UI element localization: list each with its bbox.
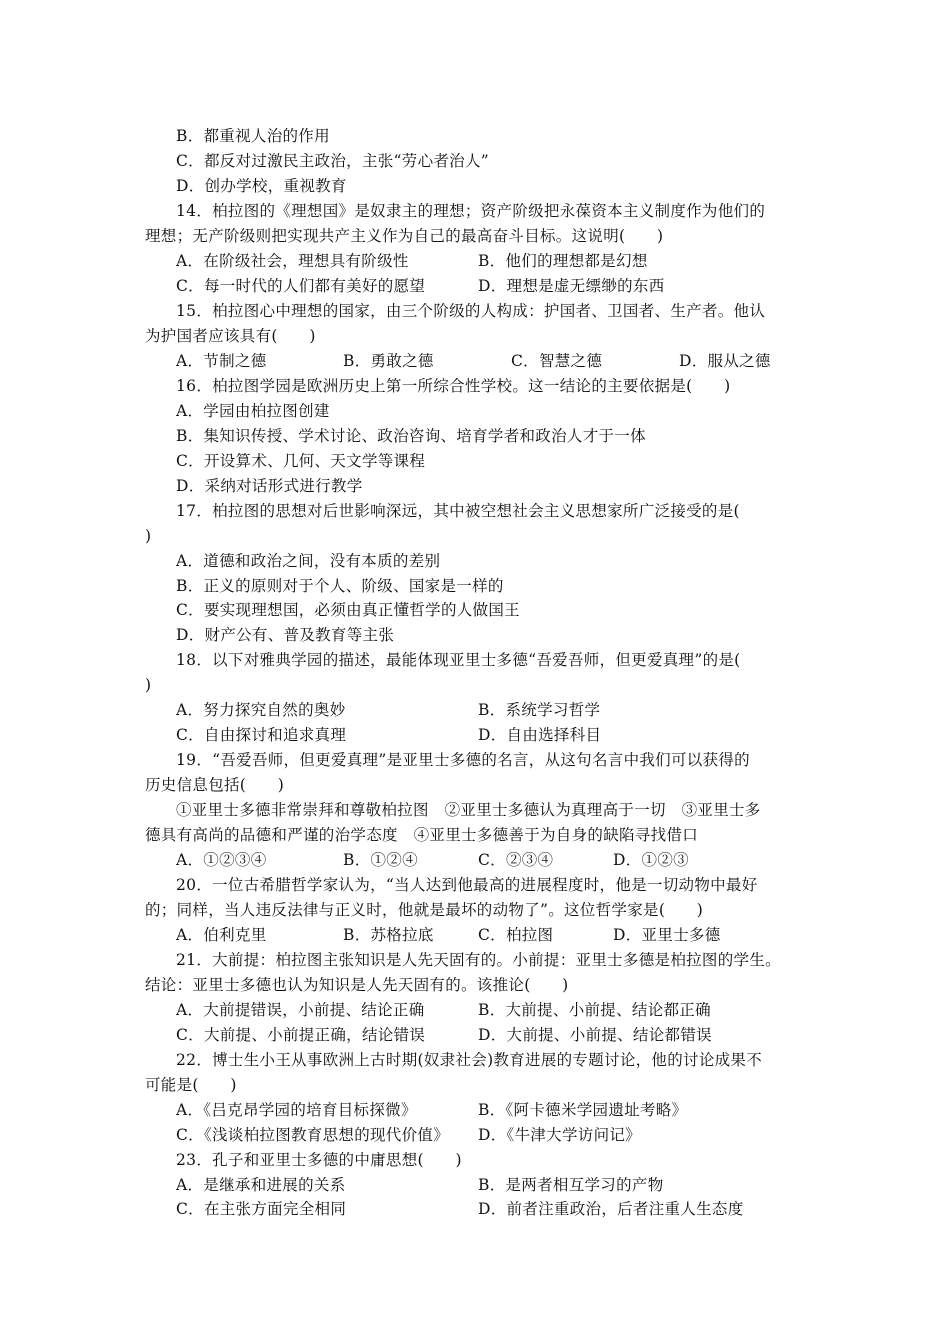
q15-stem-line1: 15．柏拉图心中理想的国家，由三个阶级的人构成：护国者、卫国者、生产者。他认: [176, 302, 766, 320]
q19-option-d: D．①②③: [613, 851, 689, 869]
q18-option-d: D．自由选择科目: [478, 726, 602, 744]
q19-option-c: C．②③④: [478, 851, 554, 869]
q16-stem-line1: 16．柏拉图学园是欧洲历史上第一所综合性学校。这一结论的主要依据是( ): [176, 377, 731, 395]
q19-stem-line1: 19．“吾爱吾师，但更爱真理”是亚里士多德的名言，从这句名言中我们可以获得的: [176, 751, 750, 769]
q21-option-d: D．大前提、小前提、结论都错误: [478, 1026, 712, 1044]
q16-option-c: C．开设算术、几何、天文学等课程: [176, 452, 426, 470]
q21-stem-line1: 21．大前提：柏拉图主张知识是人先天固有的。小前提：亚里士多德是柏拉图的学生。: [176, 951, 781, 969]
q21-stem-line2: 结论：亚里士多德也认为知识是人先天固有的。该推论( ): [145, 976, 569, 994]
q17-option-c: C．要实现理想国，必须由真正懂哲学的人做国王: [176, 601, 520, 619]
q23-option-d: D．前者注重政治，后者注重人生态度: [478, 1200, 744, 1218]
q20-option-c: C．柏拉图: [478, 926, 554, 944]
q17-option-b: B．正义的原则对于个人、阶级、国家是一样的: [176, 577, 504, 595]
q22-option-d: D．《牛津大学访问记》: [478, 1126, 641, 1144]
q21-option-b: B．大前提、小前提、结论都正确: [478, 1001, 711, 1019]
q14-stem-line1: 14．柏拉图的《理想国》是奴隶主的理想；资产阶级把永葆资本主义制度作为他们的: [176, 202, 766, 220]
q22-option-b: B．《阿卡德米学园遗址考略》: [478, 1101, 688, 1119]
q16-option-a: A．学园由柏拉图创建: [176, 402, 330, 420]
q18-option-c: C．自由探讨和追求真理: [176, 726, 347, 744]
q18-stem-line1: 18．以下对雅典学园的描述，最能体现亚里士多德“吾爱吾师，但更爱真理”的是(: [176, 651, 741, 669]
q20-stem-line2: 的；同样，当人违反法律与正义时，他就是最坏的动物了”。这位哲学家是( ): [145, 901, 704, 919]
q20-option-b: B．苏格拉底: [343, 926, 434, 944]
q15-option-c: C．智慧之德: [511, 352, 603, 370]
q18-stem-line2: ): [145, 676, 152, 694]
q17-stem-line2: ): [145, 527, 152, 545]
q19-stem-line4: 德具有高尚的品德和严谨的治学态度 ④亚里士多德善于为自身的缺陷寻找借口: [145, 826, 699, 844]
q15-option-b: B．勇敢之德: [343, 352, 434, 370]
q22-option-a: A．《吕克昂学园的培育目标探微》: [176, 1101, 417, 1119]
q17-option-d: D．财产公有、普及教育等主张: [176, 626, 395, 644]
q23-option-c: C．在主张方面完全相同: [176, 1200, 347, 1218]
q22-option-c: C．《浅谈柏拉图教育思想的现代价值》: [176, 1126, 450, 1144]
q14-option-a: A．在阶级社会，理想具有阶级性: [176, 252, 409, 270]
q22-stem-line2: 可能是( ): [145, 1076, 237, 1094]
q13-option-c: C．都反对过激民主政治，主张“劳心者治人”: [176, 152, 490, 170]
q16-option-d: D．采纳对话形式进行教学: [176, 477, 363, 495]
q23-option-a: A．是继承和进展的关系: [176, 1176, 346, 1194]
q20-option-a: A．伯利克里: [176, 926, 267, 944]
q15-option-d: D．服从之德: [679, 352, 771, 370]
q20-option-d: D．亚里士多德: [613, 926, 721, 944]
q16-option-b: B．集知识传授、学术讨论、政治咨询、培育学者和政治人才于一体: [176, 427, 646, 445]
q23-option-b: B．是两者相互学习的产物: [478, 1176, 664, 1194]
q22-stem-line1: 22．博士生小王从事欧洲上古时期(奴隶社会)教育进展的专题讨论，他的讨论成果不: [176, 1051, 763, 1069]
q14-option-d: D．理想是虚无缥缈的东西: [478, 277, 665, 295]
q14-stem-line2: 理想；无产阶级则把实现共产主义作为自己的最高奋斗目标。这说明( ): [145, 227, 664, 245]
q23-stem-line1: 23．孔子和亚里士多德的中庸思想( ): [176, 1151, 462, 1169]
q18-option-b: B．系统学习哲学: [478, 701, 601, 719]
q20-stem-line1: 20．一位古希腊哲学家认为，“当人达到他最高的进展程度时，他是一切动物中最好: [176, 876, 758, 894]
q13-option-d: D．创办学校，重视教育: [176, 177, 347, 195]
q21-option-c: C．大前提、小前提正确，结论错误: [176, 1026, 426, 1044]
q13-option-b: B．都重视人治的作用: [176, 127, 330, 145]
q19-option-b: B．①②④: [343, 851, 418, 869]
q19-stem-line3: ①亚里士多德非常崇拜和尊敬柏拉图 ②亚里士多德认为真理高于一切 ③亚里士多: [176, 801, 761, 819]
q15-stem-line2: 为护国者应该具有( ): [145, 327, 316, 345]
q14-option-c: C．每一时代的人们都有美好的愿望: [176, 277, 426, 295]
q18-option-a: A．努力探究自然的奥妙: [176, 701, 346, 719]
q19-stem-line2: 历史信息包括( ): [145, 776, 285, 794]
q19-option-a: A．①②③④: [176, 851, 267, 869]
q21-option-a: A．大前提错误，小前提、结论正确: [176, 1001, 425, 1019]
q15-option-a: A．节制之德: [176, 352, 267, 370]
q17-stem-line1: 17．柏拉图的思想对后世影响深远，其中被空想社会主义思想家所广泛接受的是(: [176, 502, 740, 520]
q17-option-a: A．道德和政治之间，没有本质的差别: [176, 552, 441, 570]
q14-option-b: B．他们的理想都是幻想: [478, 252, 648, 270]
